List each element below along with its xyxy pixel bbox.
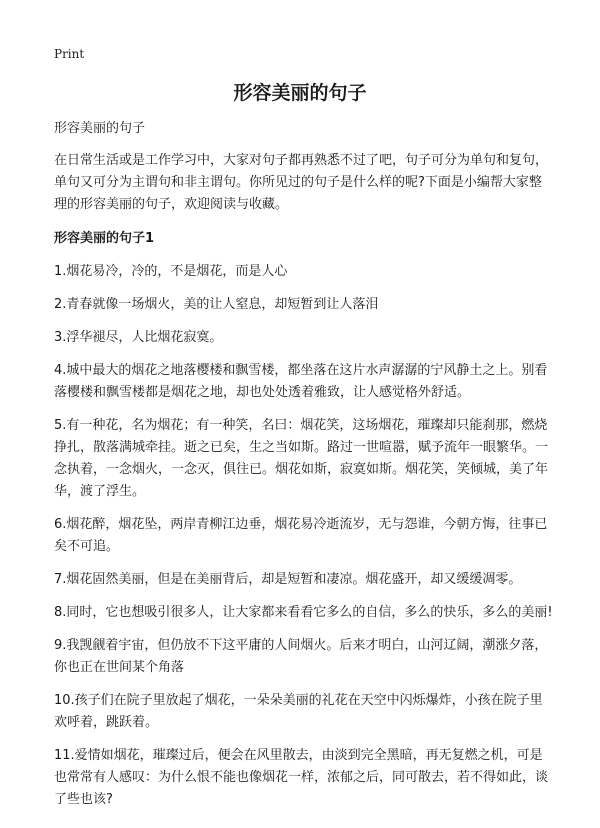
sentence-item: 1.烟花易冷，冷的，不是烟花，而是人心 [54,264,288,279]
article-subtitle: 形容美丽的句子 [54,121,146,136]
sentence-item: 8.同时，它也想吸引很多人，让大家都来看看它多么的自信，多么的快乐，多么的美丽! [54,605,553,620]
sentence-item: 6.烟花醉，烟花坠，两岸青柳江边垂，烟花易冷逝流岁，无与怨谁，今朝方悔，往事已矣不可追。 [54,517,548,554]
page-title: 形容美丽的句子 [233,82,367,104]
sentence-item: 10.孩子们在院子里放起了烟花，一朵朵美丽的礼花在天空中闪烁爆炸，小孩在院子里欢呼着，跳跃着。 [54,693,543,730]
sentence-item: 9.我觊觎着宇宙，但仍放不下这平庸的人间烟火。后来才明白，山河辽阔，潮涨夕落，你也正在世间某个角落 [54,638,548,675]
article-body [54,118,554,822]
sentence-item: 2.青春就像一场烟火，美的让人窒息，却短暂到让人落泪 [54,297,379,312]
sentence-item: 7.烟花固然美丽，但是在美丽背后，却是短暂和凄凉。烟花盛开，却又缓缓凋零。 [54,572,522,587]
sentence-item: 11.爱情如烟花，璀璨过后，便会在风里散去，由淡到完全黑暗，再无复燃之机，可是也常常有人感叹：为什么恨不能也像烟花一样，浓郁之后，同可散去，若不得如此，谈了些也该? [54,748,549,807]
sentence-item: 3.浮华褪尽，人比烟花寂寞。 [54,330,223,345]
print-link[interactable]: Print [54,47,85,61]
sentence-item: 5.有一种花，名为烟花；有一种笑，名曰：烟花笑，这场烟花，璀璨却只能刹那，燃烧挣扎，散落满城牵挂。逝之已矣，生之当如斯。路过一世喧嚣，赋予流年一眼繁华。一念执着，一念烟火，一念灭，俱往已。烟花如斯，寂寞如斯。烟花笑，笑倾城，美了年华，渡了浮生。 [54,418,549,499]
intro-paragraph: 在日常生活或是工作学习中，大家对句子都再熟悉不过了吧，句子可分为单句和复句，单句又可分为主谓句和非主谓句。你所见过的句子是什么样的呢?下面是小编帮大家整理的形容美丽的句子，欢迎阅读与收藏。 [54,153,549,212]
sentence-item: 4.城中最大的烟花之地落樱楼和飘雪楼，都坐落在这片水声潺潺的宁风静土之上。别看落樱楼和飘雪楼都是烟花之地，却也处处透着雅致，让人感觉格外舒适。 [54,363,548,400]
section-heading: 形容美丽的句子1 [54,231,155,246]
